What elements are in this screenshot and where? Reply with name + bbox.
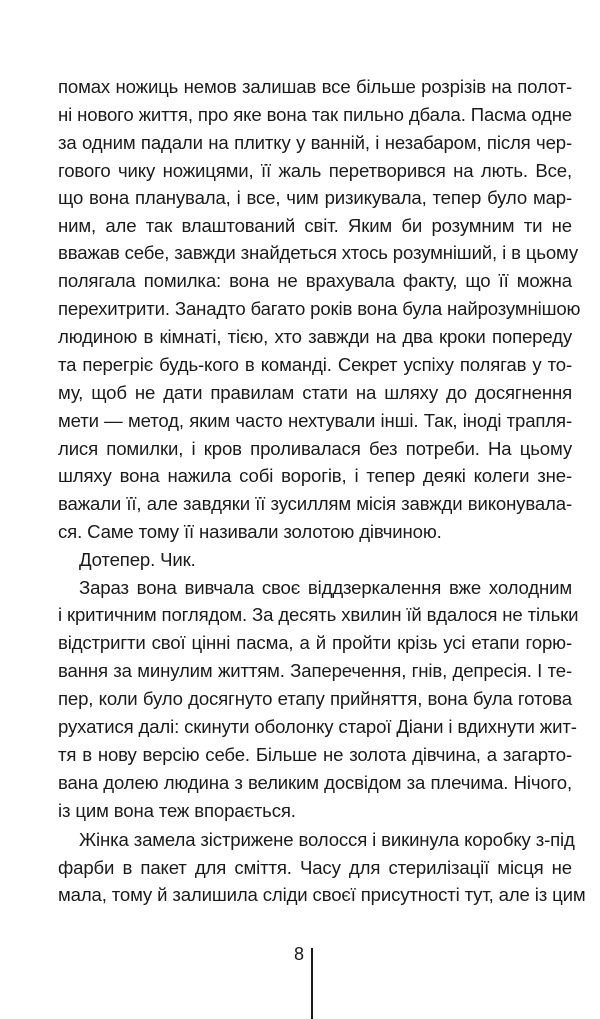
text-line: вана долею людина з великим досвідом за плечима. Нічого, <box>58 772 572 793</box>
text-line: мети — метод, яким часто нехтували інші. Так, іноді трапля- <box>58 410 572 431</box>
text-line: ним, але так влаштований світ. Яким би розумним ти не <box>58 215 572 236</box>
text-line: ні нового життя, про яке вона так пильно дбала. Пасма одне <box>58 104 572 125</box>
text-line: та перегріє будь-кого в команді. Секрет успіху полягав у то- <box>58 354 572 375</box>
text-line: людиною в кімнаті, тією, хто завжди на два кроки попереду <box>58 326 572 347</box>
text-line: відстригти свої цінні пасма, а й пройти крізь усі етапи горю- <box>58 632 572 653</box>
text-line: Дотепер. Чик. <box>79 549 196 570</box>
text-line: що вона планувала, і все, чим ризикувала, тепер було мар- <box>58 187 572 208</box>
text-line: тя в нову версію себе. Більше не золота дівчина, а загарто- <box>58 744 572 765</box>
text-line: шляху вона нажила собі ворогів, і тепер деякі колеги зне- <box>58 465 572 486</box>
text-line: ся. Саме тому її називали золотою дівчиною. <box>58 521 442 542</box>
text-line: гового чику ножицями, її жаль перетворився на лють. Все, <box>58 160 572 181</box>
text-line: рухатися далі: скинути оболонку старої Діани і вдихнути жит- <box>58 716 577 737</box>
text-line: вання за минулим життям. Заперечення, гнів, депресія. І те- <box>58 660 572 681</box>
text-line: Зараз вона вивчала своє віддзеркалення вже холодним <box>79 577 572 598</box>
page-number: 8 <box>293 944 304 964</box>
text-line: Жінка замела зістрижене волосся і викинула коробку з-під <box>79 829 575 850</box>
text-line: помах ножиць немов залишав все більше розрізів на полот- <box>58 76 572 97</box>
text-line: за одним падали на плитку у ванній, і незабаром, після чер- <box>58 132 572 153</box>
text-line: му, щоб не дати правилам стати на шляху до досягнення <box>58 382 572 403</box>
page-number-rule <box>311 948 313 1019</box>
text-line: мала, тому й залишила сліди своєї присутності тут, але із цим <box>58 884 586 905</box>
text-line: пер, коли було досягнуто етапу прийняття, вона була готова <box>58 688 572 709</box>
text-line: лися помилки, і кров проливалася без потреби. На цьому <box>58 438 572 459</box>
text-line: із цим вона теж впорається. <box>58 800 296 821</box>
text-line: полягала помилка: вона не врахувала факту, що її можна <box>58 270 572 291</box>
text-line: перехитрити. Занадто багато років вона була найрозумнішою <box>58 298 581 319</box>
text-line: і критичним поглядом. За десять хвилин їй вдалося не тільки <box>58 604 579 625</box>
text-line: вважав себе, завжди знайдеться хтось розумніший, і в цьому <box>58 242 579 263</box>
text-line: важали її, але завдяки її зусиллям місія завжди виконувала- <box>58 493 572 514</box>
text-line: фарби в пакет для сміття. Часу для стерилізації місця не <box>58 857 572 878</box>
